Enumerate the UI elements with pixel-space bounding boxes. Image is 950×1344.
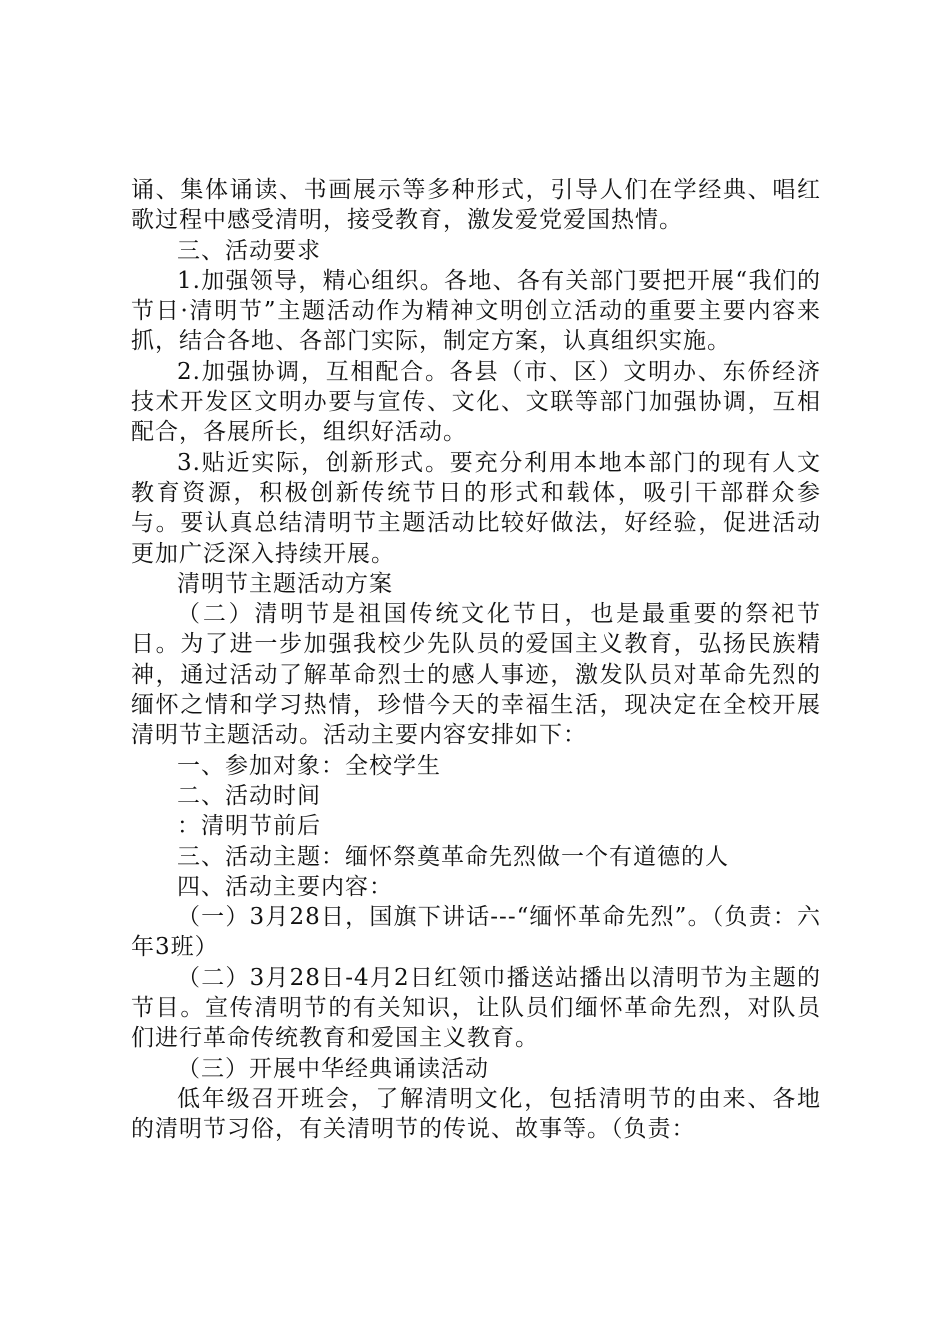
document-body [131,175,821,1145]
document-subtitle: 清明节主题活动方案 [177,570,393,597]
paragraph: 低年级召开班会，了解清明文化，包括清明节的由来、各地的清明节习俗，有关清明节的传说、故事等。（负责： [131,1085,821,1143]
paragraph: （三）开展中华经典诵读活动 [177,1055,489,1082]
paragraph: 1.加强领导，精心组织。各地、各有关部门要把开展“我们的节日·清明节”主题活动作为精神文明创立活动的重要主要内容来抓，结合各地、各部门实际，制定方案，认真组织实施。 [131,267,821,355]
section-heading: 三、活动主题：缅怀祭奠革命先烈做一个有道德的人 [177,843,729,870]
paragraph: （二）3月28日-4月2日红领巾播送站播出以清明节为主题的节目。宣传清明节的有关知识，让队员们缅怀革命先烈，对队员们进行革命传统教育和爱国主义教育。 [131,964,821,1052]
section-heading: 二、活动时间 [177,782,321,809]
section-heading: 三、活动要求 [177,237,321,264]
section-heading: 一、参加对象：全校学生 [177,752,441,779]
paragraph: 3.贴近实际，创新形式。要充分利用本地本部门的现有人文教育资源，积极创新传统节日的形式和载体，吸引干部群众参与。要认真总结清明节主题活动比较好做法，好经验，促进活动更加广泛深入持续开展。 [131,449,821,567]
paragraph: （二）清明节是祖国传统文化节日，也是最重要的祭祀节日。为了进一步加强我校少先队员的爱国主义教育，弘扬民族精神，通过活动了解革命烈士的感人事迹，激发队员对革命先烈的缅怀之情和学习热情，珍惜今天的幸福生活，现决定在全校开展清明节主题活动。活动主要内容安排如下： [131,601,821,749]
paragraph: 诵、集体诵读、书画展示等多种形式，引导人们在学经典、唱红歌过程中感受清明，接受教育，激发爱党爱国热情。 [131,177,821,234]
paragraph: ：清明节前后 [177,813,321,840]
paragraph: 2.加强协调，互相配合。各县（市、区）文明办、东侨经济技术开发区文明办要与宣传、文化、文联等部门加强协调，互相配合，各展所长，组织好活动。 [131,358,821,446]
section-heading: 四、活动主要内容： [177,873,393,900]
paragraph: （一）3月28日，国旗下讲话---“缅怀革命先烈”。（负责：六年3班） [131,904,821,961]
